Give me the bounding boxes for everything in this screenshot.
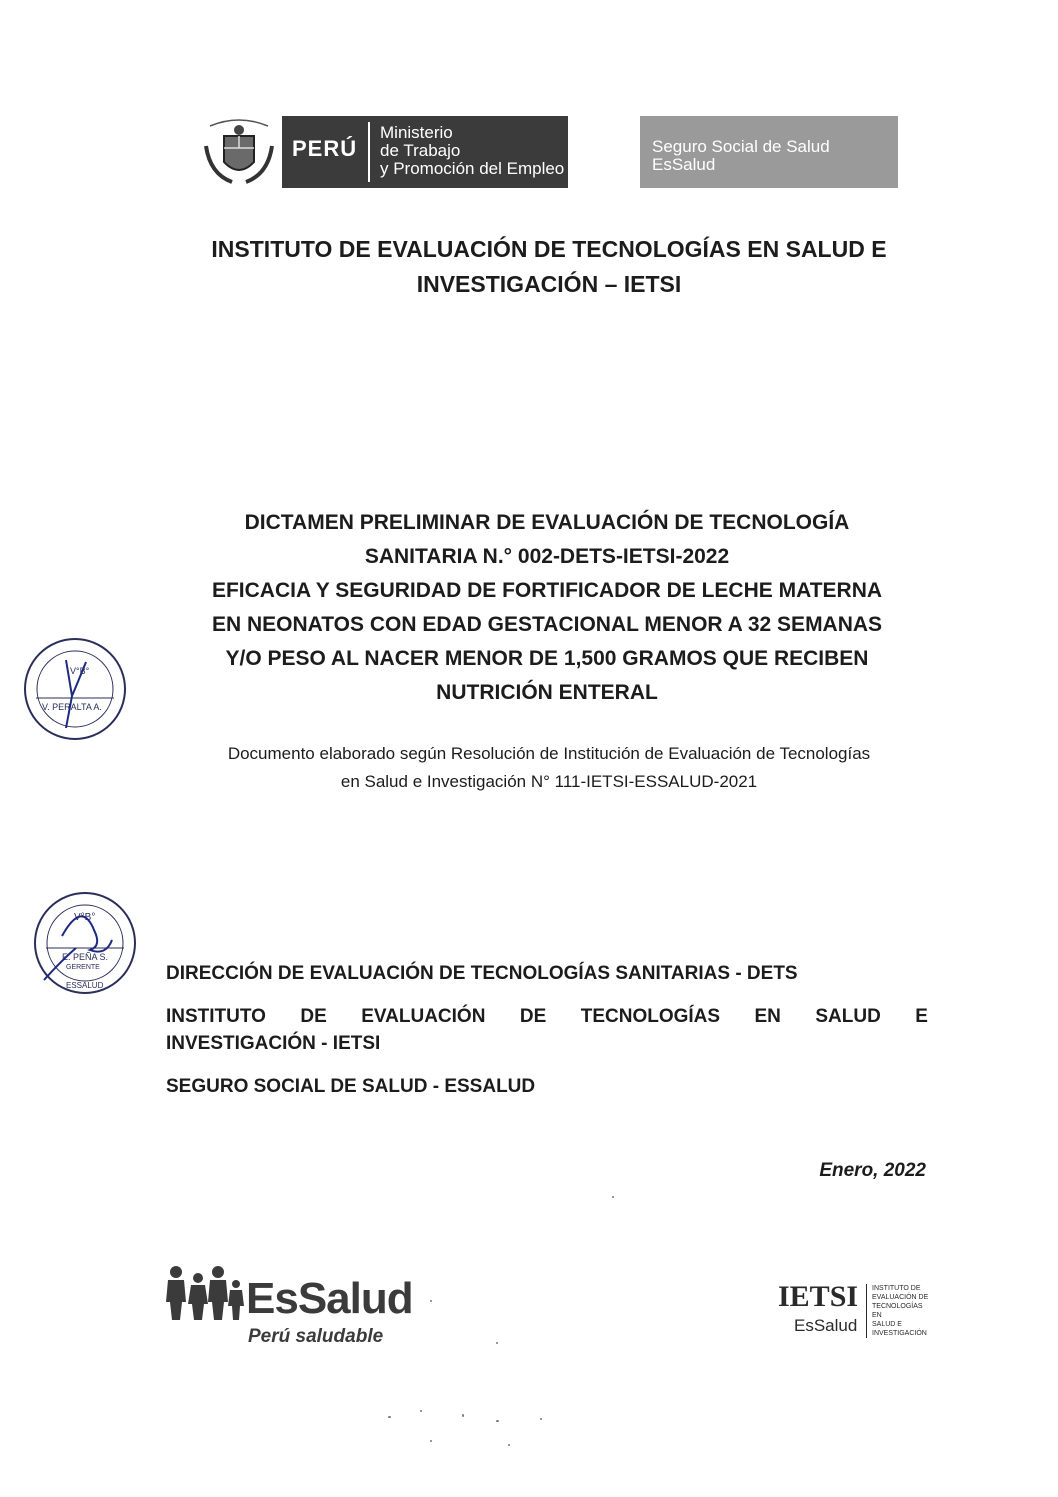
org-ietsi-line-continued: INVESTIGACIÓN - IETSI <box>166 1033 381 1054</box>
institute-title <box>0 232 1058 302</box>
title-line: INSTITUTO DE EVALUACIÓN DE TECNOLOGÍAS EN SALUD E <box>211 236 887 262</box>
family-icon <box>164 1262 248 1322</box>
ietsi-small-line: INVESTIGACIÓN <box>872 1330 927 1337</box>
scan-speck <box>496 1342 498 1344</box>
seguro-social-box <box>640 116 898 188</box>
dictamen-line: NUTRICIÓN ENTERAL <box>436 681 658 704</box>
country-name: PERÚ <box>292 136 358 161</box>
seguro-line: EsSalud <box>652 155 716 174</box>
dictamen-line: SANITARIA N.° 002-DETS-IETSI-2022 <box>364 545 730 568</box>
title-line: INVESTIGACIÓN – IETSI <box>416 271 682 297</box>
scan-speck <box>420 1410 422 1412</box>
stamp-role: GERENTE <box>66 964 100 971</box>
dictamen-line: Y/O PESO AL NACER MENOR DE 1,500 GRAMOS QUE RECIBEN <box>225 647 869 670</box>
essalud-logo <box>164 1262 434 1352</box>
scan-speck <box>612 1196 614 1198</box>
scan-speck <box>388 1416 391 1418</box>
scan-speck <box>508 1444 510 1446</box>
org-word: SALUD <box>815 1006 881 1027</box>
note-line: en Salud e Investigación N° 111-IETSI-ESSALUD-2021 <box>340 772 758 791</box>
org-word: TECNOLOGÍAS <box>580 1006 721 1027</box>
org-word: INSTITUTO <box>166 1006 266 1027</box>
dictamen-line: DICTAMEN PRELIMINAR DE EVALUACIÓN DE TECNOLOGÍA <box>244 511 850 534</box>
stamp-name: E. PEÑA S. <box>62 952 109 962</box>
org-word: DE <box>300 1006 327 1027</box>
stamp-vb: V°B° <box>70 666 90 676</box>
ministry-line: de Trabajo <box>380 141 461 160</box>
ietsi-small-line: EVALUACIÓN DE <box>872 1294 929 1301</box>
essalud-tagline: Perú saludable <box>248 1326 384 1347</box>
org-word: EN <box>754 1006 781 1027</box>
scan-speck <box>540 1418 542 1420</box>
scan-speck <box>430 1440 432 1442</box>
essalud-wordmark: EsSalud <box>246 1274 413 1323</box>
org-word: EVALUACIÓN <box>361 1006 486 1027</box>
scan-speck <box>430 1300 432 1302</box>
header-divider <box>368 122 370 182</box>
ietsi-institute-description <box>872 1284 934 1338</box>
organization-block <box>166 960 928 1100</box>
seguro-social-name <box>652 138 830 174</box>
scan-speck <box>496 1420 499 1422</box>
ministry-line: y Promoción del Empleo <box>380 159 565 178</box>
dictamen-title-block <box>0 506 1058 710</box>
ietsi-small-line: INSTITUTO DE <box>872 1285 921 1292</box>
ietsi-wordmark: IETSI <box>778 1280 859 1313</box>
ietsi-essalud-subtitle: EsSalud <box>794 1316 858 1335</box>
scan-speck <box>462 1414 464 1417</box>
approval-stamp-pena <box>32 890 138 996</box>
org-dets-line: DIRECCIÓN DE EVALUACIÓN DE TECNOLOGÍAS SANITARIAS - DETS <box>166 963 798 984</box>
peru-coat-of-arms-icon <box>196 116 282 190</box>
ministry-line: Ministerio <box>380 123 453 142</box>
ietsi-divider <box>866 1284 867 1338</box>
ietsi-small-line: TECNOLOGÍAS EN <box>872 1303 923 1319</box>
stamp-vb: V°B° <box>74 912 96 923</box>
org-essalud-line: SEGURO SOCIAL DE SALUD - ESSALUD <box>166 1076 536 1097</box>
note-line: Documento elaborado según Resolución de Institución de Evaluación de Tecnologías <box>227 744 871 763</box>
stamp-name: V. PERALTA A. <box>42 702 102 712</box>
peru-ministry-box <box>282 116 568 188</box>
document-date: Enero, 2022 <box>819 1160 926 1181</box>
dictamen-line: EFICACIA Y SEGURIDAD DE FORTIFICADOR DE LECHE MATERNA <box>211 579 883 602</box>
government-header-banner <box>196 116 898 190</box>
org-ietsi-line <box>166 1003 928 1030</box>
org-word: DE <box>519 1006 547 1027</box>
ietsi-logo <box>774 1280 934 1344</box>
ietsi-small-line: SALUD E <box>872 1321 902 1328</box>
seguro-line: Seguro Social de Salud <box>652 137 830 156</box>
approval-stamp-peralta <box>22 636 128 742</box>
stamp-ring-text: ESSALUD <box>66 981 104 990</box>
dictamen-line: EN NEONATOS CON EDAD GESTACIONAL MENOR A 32 SEMANAS <box>211 613 883 636</box>
ministry-name <box>380 124 564 178</box>
org-word: E <box>915 1006 928 1027</box>
document-note <box>0 740 1058 796</box>
